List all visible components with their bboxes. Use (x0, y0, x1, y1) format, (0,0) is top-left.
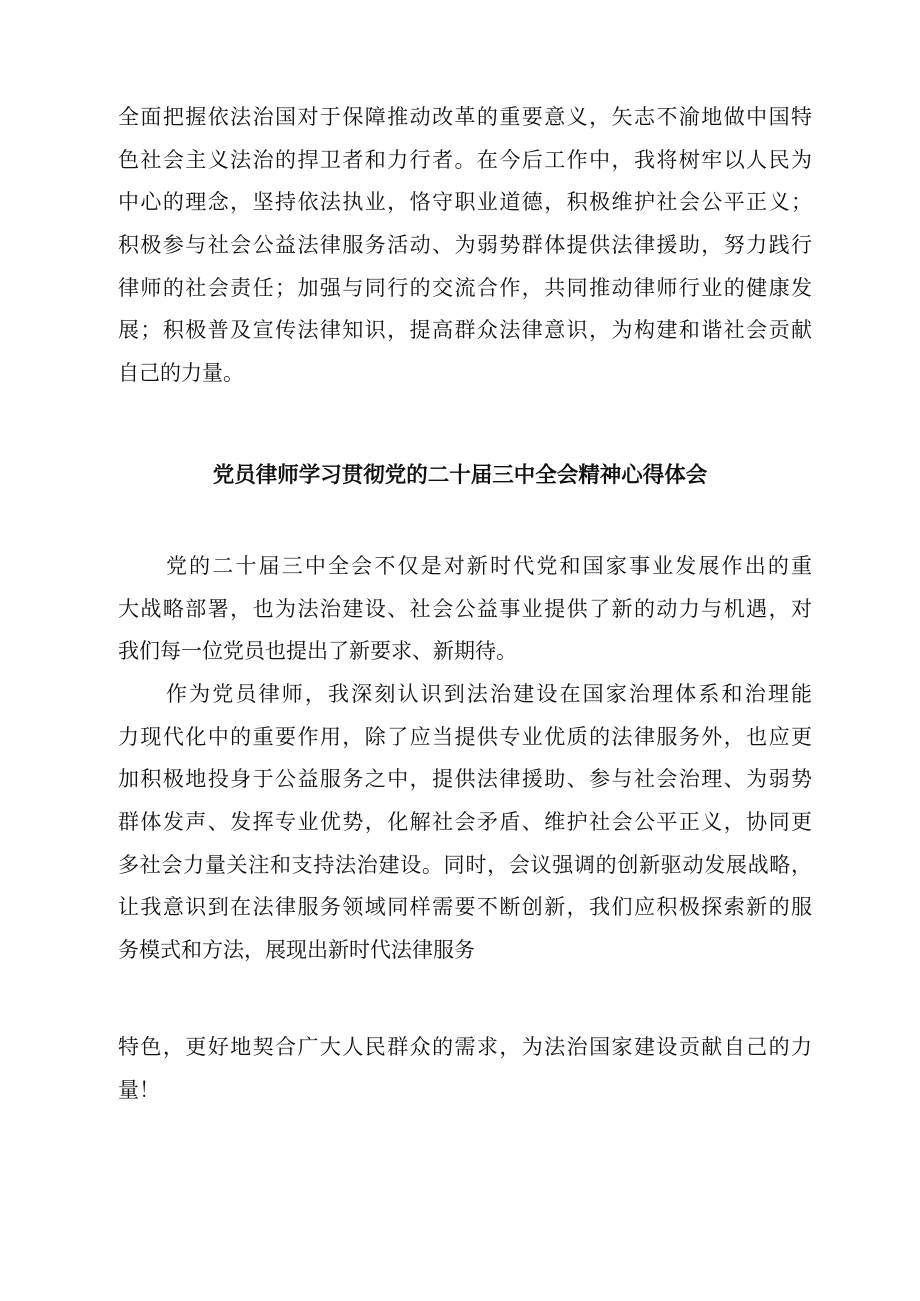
text-line: 我们每一位党员也提出了新要求、新期待。 (118, 639, 517, 664)
text-line: 大战略部署，也为法治建设、社会公益事业提供了新的动力与机遇，对 (118, 596, 812, 621)
body-paragraph-1 (118, 545, 812, 673)
text-line: 群体发声、发挥专业优势，化解社会矛盾、维护社会公平正义，协同更 (118, 810, 812, 835)
text-line: 色社会主义法治的捍卫者和力行者。在今后工作中，我将树牢以人民为 (118, 147, 812, 172)
text-line: 展；积极普及宣传法律知识，提高群众法律意识，为构建和谐社会贡献 (118, 318, 812, 343)
body-paragraph-2 (118, 673, 812, 972)
text-line: 全面把握依法治国对于保障推动改革的重要意义，矢志不渝地做中国特 (118, 105, 812, 129)
text-line: 积极参与社会公益法律服务活动、为弱势群体提供法律援助，努力践行 (118, 233, 812, 258)
text-line: 务模式和方法，展现出新时代法律服务 (118, 938, 475, 963)
text-line: 多社会力量关注和支持法治建设。同时，会议强调的创新驱动发展战略， (118, 852, 812, 877)
text-line: 中心的理念，坚持依法执业，恪守职业道德，积极维护社会公平正义； (118, 190, 812, 215)
text-line: 作为党员律师，我深刻认识到法治建设在国家治理体系和治理能 (166, 682, 812, 706)
text-line: 律师的社会责任；加强与同行的交流合作，共同推动律师行业的健康发 (118, 275, 812, 300)
text-line: 自己的力量。 (118, 361, 244, 386)
text-line: 力现代化中的重要作用，除了应当提供专业优质的法律服务外，也应更 (118, 724, 812, 749)
body-paragraph-3 (118, 1026, 812, 1111)
article-title: 党员律师学习贯彻党的二十届三中全会精神心得体会 (212, 463, 708, 488)
text-line: 加积极地投身于公益服务之中，提供法律援助、参与社会治理、为弱势 (118, 767, 812, 792)
text-line: 特色，更好地契合广大人民群众的需求，为法治国家建设贡献自己的力 (118, 1035, 812, 1059)
text-line: 让我意识到在法律服务领域同样需要不断创新，我们应积极探索新的服 (118, 895, 812, 920)
text-line: 党的二十届三中全会不仅是对新时代党和国家事业发展作出的重 (166, 554, 812, 578)
intro-paragraph (118, 96, 812, 395)
text-line: 量！ (118, 1077, 160, 1102)
